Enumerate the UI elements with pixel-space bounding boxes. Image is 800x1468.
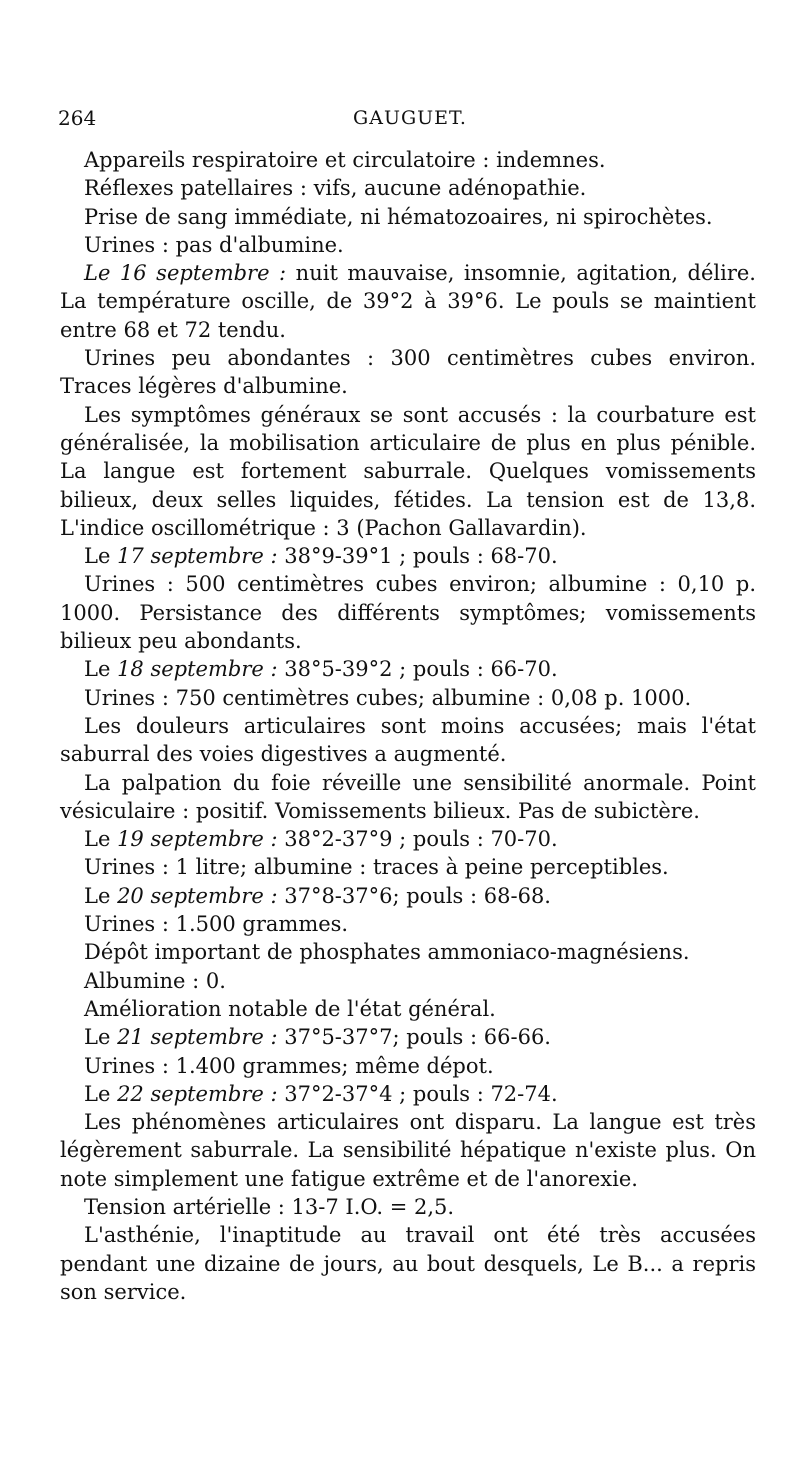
paragraph <box>60 853 756 881</box>
text-run: Le <box>84 827 118 852</box>
text-run: Dépôt important de phosphates ammoniaco-magnésiens. <box>84 940 690 965</box>
text-run: Albumine : 0. <box>84 968 226 993</box>
text-run: Urines : 750 centimètres cubes; albumine : 0,08 p. 1000. <box>84 685 692 710</box>
book-page <box>60 0 760 1468</box>
paragraph <box>60 1193 756 1221</box>
paragraph <box>60 542 756 570</box>
text-run: Urines : 1.500 grammes. <box>84 912 349 937</box>
page-number: 264 <box>58 106 97 130</box>
text-run: Réflexes patellaires : vifs, aucune adénopathie. <box>84 176 587 201</box>
body-text <box>60 146 756 1306</box>
paragraph <box>60 769 756 826</box>
paragraph <box>60 655 756 683</box>
paragraph <box>60 203 756 231</box>
date-label: 21 septembre : <box>117 1025 278 1050</box>
paragraph <box>60 174 756 202</box>
text-run: Urines : 500 centimètres cubes environ; albumine : 0,10 p. 1000. Persistance des différents symptômes; vomissements bilieux peu abondants. <box>60 572 756 654</box>
date-label: 18 septembre : <box>117 657 278 682</box>
text-run: Le <box>84 544 118 569</box>
paragraph <box>60 910 756 938</box>
text-run: nuit mauvaise, insomnie, agitation, délire. La température oscille, de 39°2 à 39°6. Le pouls se maintient entre 68 et 72 tendu. <box>60 261 756 342</box>
text-run: Appareils respiratoire et circulatoire : indemnes. <box>84 148 606 172</box>
text-run: Urines : pas d'albumine. <box>84 232 344 257</box>
text-run: Les douleurs articulaires sont moins accusées; mais l'état saburral des voies digestives a augmenté. <box>60 713 756 767</box>
paragraph <box>60 684 756 712</box>
text-run: Le <box>84 657 118 682</box>
paragraph <box>60 1108 756 1193</box>
text-run: Urines : 1.400 grammes; même dépot. <box>84 1053 494 1078</box>
paragraph <box>60 1052 756 1080</box>
page-header <box>60 106 760 136</box>
text-run: Amélioration notable de l'état général. <box>84 996 496 1021</box>
paragraph <box>60 938 756 966</box>
paragraph <box>60 1221 756 1306</box>
paragraph <box>60 825 756 853</box>
text-run: Urines peu abondantes : 300 centimètres cubes environ. Traces légères d'albumine. <box>60 346 756 399</box>
text-run: 37°2-37°4 ; pouls : 72-74. <box>277 1081 558 1106</box>
date-label: 20 septembre : <box>117 883 278 908</box>
date-label: 19 septembre : <box>117 827 278 852</box>
text-run: 37°8-37°6; pouls : 68-68. <box>277 883 551 908</box>
paragraph <box>60 570 756 655</box>
text-run: 38°5-39°2 ; pouls : 66-70. <box>277 657 558 682</box>
paragraph <box>60 231 756 259</box>
text-run: 38°2-37°9 ; pouls : 70-70. <box>277 827 558 852</box>
text-run: 37°5-37°7; pouls : 66-66. <box>277 1025 551 1050</box>
paragraph <box>60 1080 756 1108</box>
text-run: Les phénomènes articulaires ont disparu. La langue est très légèrement saburrale. La sensibilité hépatique n'existe plus. On note simplement une fatigue extrême et de l'anorexie. <box>60 1110 756 1191</box>
text-run: L'asthénie, l'inaptitude au travail ont été très accusées pendant une dizaine de jours, au bout desquels, Le B... a repris son service. <box>60 1223 756 1304</box>
paragraph <box>60 146 756 174</box>
text-run: Le <box>84 1025 118 1050</box>
text-run: Le <box>84 883 118 908</box>
text-run: Urines : 1 litre; albumine : traces à peine perceptibles. <box>84 855 669 880</box>
paragraph <box>60 882 756 910</box>
paragraph <box>60 712 756 769</box>
paragraph <box>60 401 756 542</box>
text-run: Le <box>84 1081 118 1106</box>
running-head: GAUGUET. <box>353 107 467 129</box>
paragraph <box>60 344 756 401</box>
text-run: La palpation du foie réveille une sensibilité anormale. Point vésiculaire : positif. Vomissements bilieux. Pas de subictère. <box>60 770 756 823</box>
paragraph <box>60 259 756 344</box>
date-label: 17 septembre : <box>117 544 278 569</box>
text-run: Tension artérielle : 13-7 I.O. = 2,5. <box>84 1194 455 1219</box>
text-run: Les symptômes généraux se sont accusés : la courbature est généralisée, la mobilisation articulaire de plus en plus pénible. La langue est fortement saburrale. Quelques vomissements bilieux, deux selles liquides, fétides. La tension est de 13,8. L'indice oscillométrique : 3 (Pachon Gallavardin). <box>60 402 756 540</box>
date-label: Le 16 septembre : <box>84 261 287 286</box>
paragraph <box>60 995 756 1023</box>
date-label: 22 septembre : <box>117 1081 278 1106</box>
text-run: Prise de sang immédiate, ni hématozoaires, ni spirochètes. <box>84 204 713 229</box>
text-run: 38°9-39°1 ; pouls : 68-70. <box>277 544 558 569</box>
paragraph <box>60 1023 756 1051</box>
paragraph <box>60 967 756 995</box>
